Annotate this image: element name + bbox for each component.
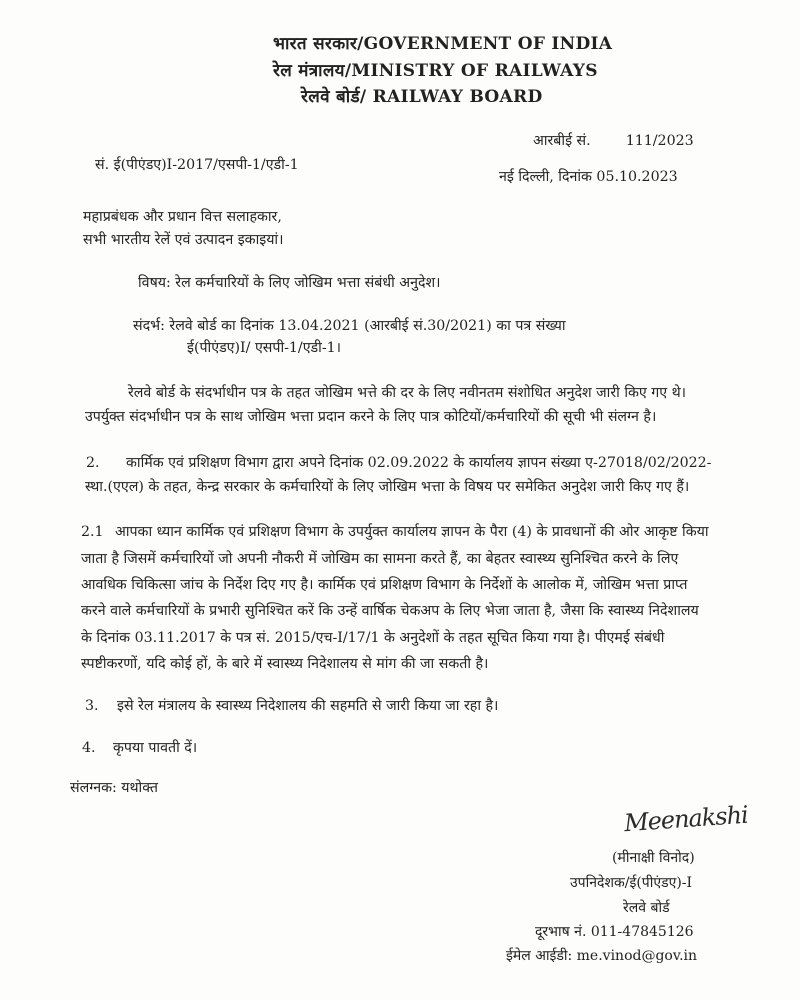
para-1-line-1: रेलवे बोर्ड के संदर्भाधीन पत्र के तहत जोखिम भत्ते की दर के लिए नवीनतम संशोधित अनुदेश जारी किए गए थे। <box>128 385 687 401</box>
header-ministry: रेल मंत्रालय/MINISTRY OF RAILWAYS <box>273 61 598 81</box>
para-3-text: इसे रेल मंत्रालय के स्वास्थ्य निदेशालय की सहमति से जारी किया जा रहा है। <box>117 698 499 714</box>
handwritten-signature: Meenakshi <box>623 800 749 838</box>
place-date: नई दिल्ली, दिनांक 05.10.2023 <box>499 169 678 185</box>
signatory-phone: दूरभाष नं. 011-47845126 <box>535 924 694 940</box>
signatory-email: ईमेल आईडी: me.vinod@gov.in <box>506 948 698 964</box>
rbe-label: आरबीई सं. <box>533 133 591 149</box>
rbe-reference <box>533 128 694 155</box>
para-2-number: 2. <box>86 455 100 471</box>
reference-line-2: ई(पीएंडए)I/ एसपी-1/एडी-1। <box>187 340 342 356</box>
para-2-1-number: 2.1 <box>81 524 104 540</box>
enclosure-line: संलग्नक: यथोक्त <box>70 780 158 796</box>
header-government: भारत सरकार/GOVERNMENT OF INDIA <box>273 34 613 54</box>
signatory-name: (मीनाक्षी विनोद) <box>612 850 695 866</box>
reference-line-1: संदर्भ: रेलवे बोर्ड का दिनांक 13.04.2021 (आरबीई सं.30/2021) का पत्र संख्या <box>133 318 566 334</box>
addressee-line-2: सभी भारतीय रेलें एवं उत्पादन इकाइयां। <box>83 232 284 248</box>
rbe-number: 111/2023 <box>625 133 694 149</box>
para-4-text: कृपया पावती दें। <box>113 740 198 756</box>
para-2-1-line-3: आवधिक चिकित्सा जांच के निर्देश दिए गए है। कार्मिक एवं प्रशिक्षण विभाग के निर्देशों के आलोक में, जोखिम भत्ता प्राप्त <box>81 577 688 593</box>
para-2-1-line-2: जाता है जिसमें कर्मचारियों जो अपनी नौकरी में जोखिम का सामना करते हैं, का बेहतर स्वास्थ्य सुनिश्चित करने के लिए <box>81 551 679 567</box>
header-board: रेलवे बोर्ड/ RAILWAY BOARD <box>301 87 543 107</box>
para-2-1-line-5: के दिनांक 03.11.2017 के पत्र सं. 2015/एच-I/17/1 के अनुदेशों के तहत सूचित किया गया है। पीएमई संबंधी <box>81 630 665 646</box>
para-3-number: 3. <box>85 698 99 714</box>
para-2-1-line-1: आपका ध्यान कार्मिक एवं प्रशिक्षण विभाग के उपर्युक्त कार्यालय ज्ञापन के पैरा (4) के प्रावधानों की ओर आकृष्ट किया <box>115 524 709 540</box>
para-4-number: 4. <box>82 740 96 756</box>
para-2-1-line-4: करने वाले कर्मचारियों के प्रभारी सुनिश्चित करें कि उन्हें वार्षिक चेकअप के लिए भेजा जाता है, जैसा कि स्वास्थ्य निदेशालय <box>81 603 699 619</box>
para-1-line-2: उपर्युक्त संदर्भाधीन पत्र के साथ जोखिम भत्ता प्रदान करने के लिए पात्र कोटियों/कर्मचारियों की सूची भी संलग्न है। <box>85 409 657 425</box>
para-2-line-1: कार्मिक एवं प्रशिक्षण विभाग द्वारा अपने दिनांक 02.09.2022 के कार्यालय ज्ञापन संख्या ए-27018/02/2022- <box>126 455 712 471</box>
para-2-1-line-6: स्पष्टीकरणों, यदि कोई हों, के बारे में स्वास्थ्य निदेशालय से मांग की जा सकती है। <box>81 656 489 672</box>
subject-line: विषय: रेल कर्मचारियों के लिए जोखिम भत्ता संबंधी अनुदेश। <box>138 275 441 291</box>
signatory-office: रेलवे बोर्ड <box>623 900 670 916</box>
addressee-line-1: महाप्रबंधक और प्रधान वित्त सलाहकार, <box>83 209 282 225</box>
signatory-designation: उपनिदेशक/ई(पीएंडए)-I <box>570 875 693 891</box>
para-2-line-2: स्था.(एएल) के तहत, केन्द्र सरकार के कर्मचारियों के लिए जोखिम भत्ता के विषय पर समेकित अनुदेश जारी किए गए हैं। <box>85 479 690 495</box>
file-number: सं. ई(पीएंडए)I-2017/एसपी-1/एडी-1 <box>95 157 299 173</box>
